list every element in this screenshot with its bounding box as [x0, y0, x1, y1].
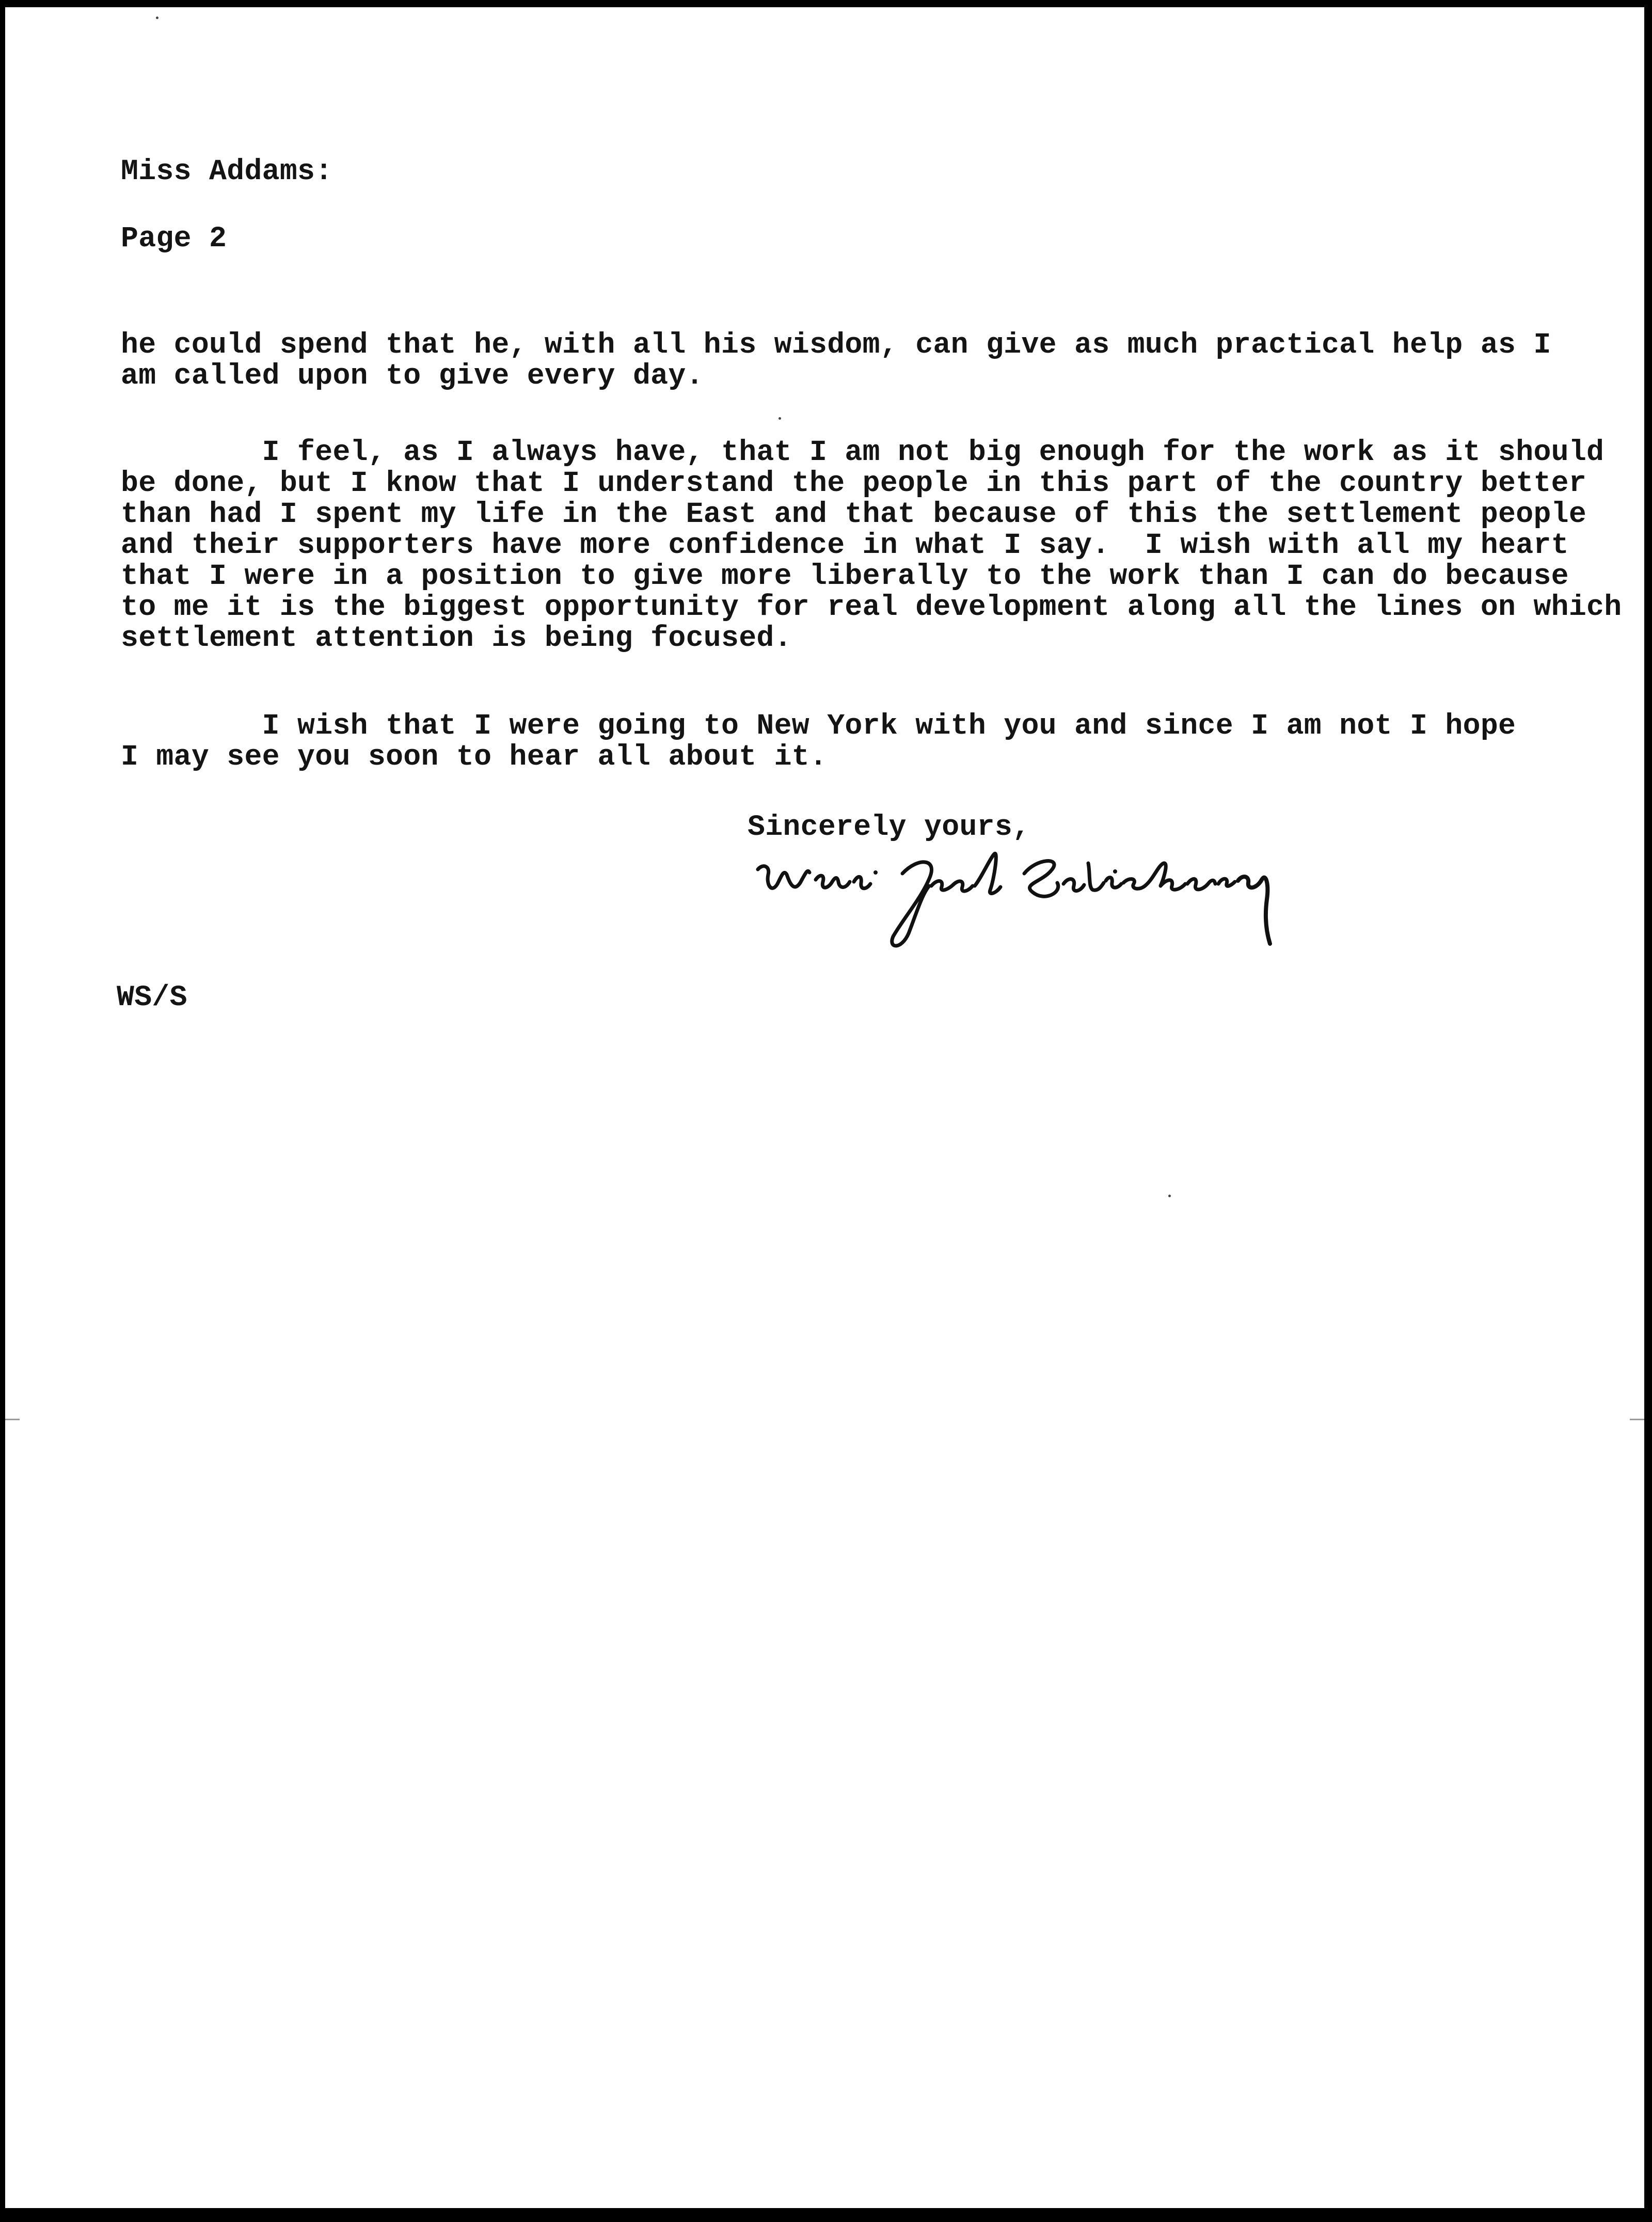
page-number-label: Page 2 — [121, 222, 227, 255]
paragraph-line: I wish that I were going to New York with you and since I am not I hope — [121, 709, 1516, 742]
recipient-heading: Miss Addams: — [121, 155, 333, 188]
paragraph-line: to me it is the biggest opportunity for real development along all the lines on which — [121, 591, 1622, 624]
right-edge-mark — [1630, 1419, 1644, 1420]
paper-speck — [779, 417, 781, 420]
paragraph-line: I feel, as I always have, that I am not big enough for the work as it should — [121, 436, 1605, 469]
paragraph-line: be done, but I know that I understand the people in this part of the country better — [121, 467, 1587, 500]
paragraph-line: I may see you soon to hear all about it. — [121, 740, 828, 773]
handwritten-signature — [748, 843, 1284, 956]
paragraph-line: that I were in a position to give more liberally to the work than I can do because — [121, 560, 1569, 593]
left-edge-mark — [5, 1419, 20, 1420]
paragraph-line: than had I spent my life in the East and that because of this the settlement people — [121, 498, 1587, 531]
closing-salutation: Sincerely yours, — [748, 811, 1030, 844]
reference-initials: WS/S — [117, 981, 187, 1014]
letter-page — [5, 7, 1644, 2208]
paragraph-line: and their supporters have more confidence in what I say. I wish with all my heart — [121, 529, 1569, 562]
paper-speck — [156, 17, 158, 19]
paper-speck — [1168, 1195, 1171, 1197]
paragraph-line: he could spend that he, with all his wisdom, can give as much practical help as I — [121, 328, 1551, 361]
paragraph-line: am called upon to give every day. — [121, 359, 704, 392]
paragraph-line: settlement attention is being focused. — [121, 622, 792, 655]
